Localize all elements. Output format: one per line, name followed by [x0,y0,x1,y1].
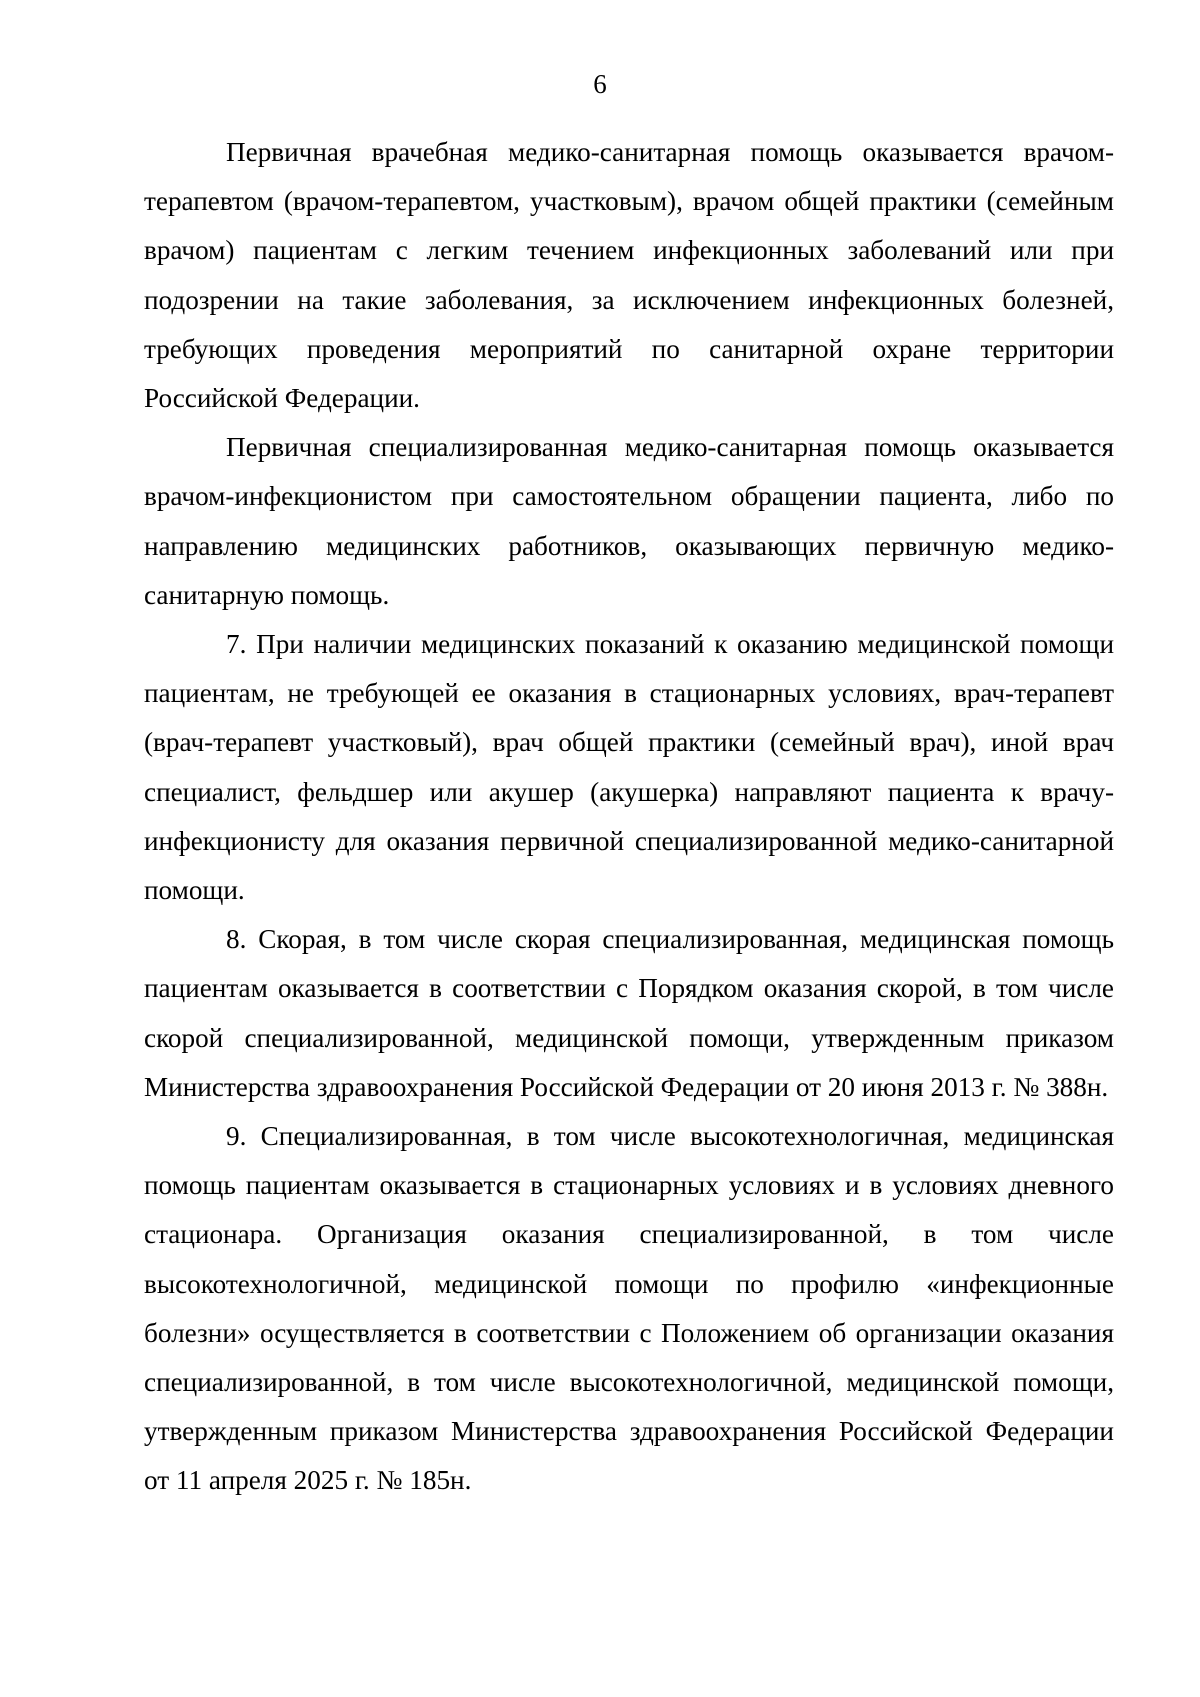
paragraph-item-8: 8. Скорая, в том числе скорая специализированная, медицинская помощь пациентам оказывается в соответствии с Порядком оказания скорой, в том числе скорой специализированной, медицинской помощи, утвержденным приказом Министерства здравоохранения Российской Федерации от 20 июня 2013 г. № 388н. [144,924,1114,1102]
paragraph-item-9: 9. Специализированная, в том числе высокотехнологичная, медицинская помощь пациентам оказывается в стационарных условиях и в условиях дневного стационара. Организация оказания специализированной, в том числе высокотехнологичной, медицинской помощи по профилю «инфекционные болезни» осуществляется в соответствии с Положением об организации оказания специализированной, в том числе высокотехнологичной, медицинской помощи, утвержденным приказом Министерства здравоохранения Российской Федерации от 11 апреля 2025 г. № 185н. [144,1121,1114,1496]
document-body [144,128,1114,1506]
paragraph-primary-specialized-care: Первичная специализированная медико-санитарная помощь оказывается врачом-инфекционистом при самостоятельном обращении пациента, либо по направлению медицинских работников, оказывающих первичную медико-санитарную помощь. [144,432,1114,610]
page-number: 6 [593,69,607,99]
paragraph-primary-care: Первичная врачебная медико-санитарная помощь оказывается врачом-терапевтом (врачом-терапевтом, участковым), врачом общей практики (семейным врачом) пациентам с легким течением инфекционных заболеваний или при подозрении на такие заболевания, за исключением инфекционных болезней, требующих проведения мероприятий по санитарной охране территории Российской Федерации. [144,137,1114,414]
paragraph-item-7: 7. При наличии медицинских показаний к оказанию медицинской помощи пациентам, не требующей ее оказания в стационарных условиях, врач-терапевт (врач-терапевт участковый), врач общей практики (семейный врач), иной врач специалист, фельдшер или акушер (акушерка) направляют пациента к врачу-инфекционисту для оказания первичной специализированной медико-санитарной помощи. [144,629,1114,906]
